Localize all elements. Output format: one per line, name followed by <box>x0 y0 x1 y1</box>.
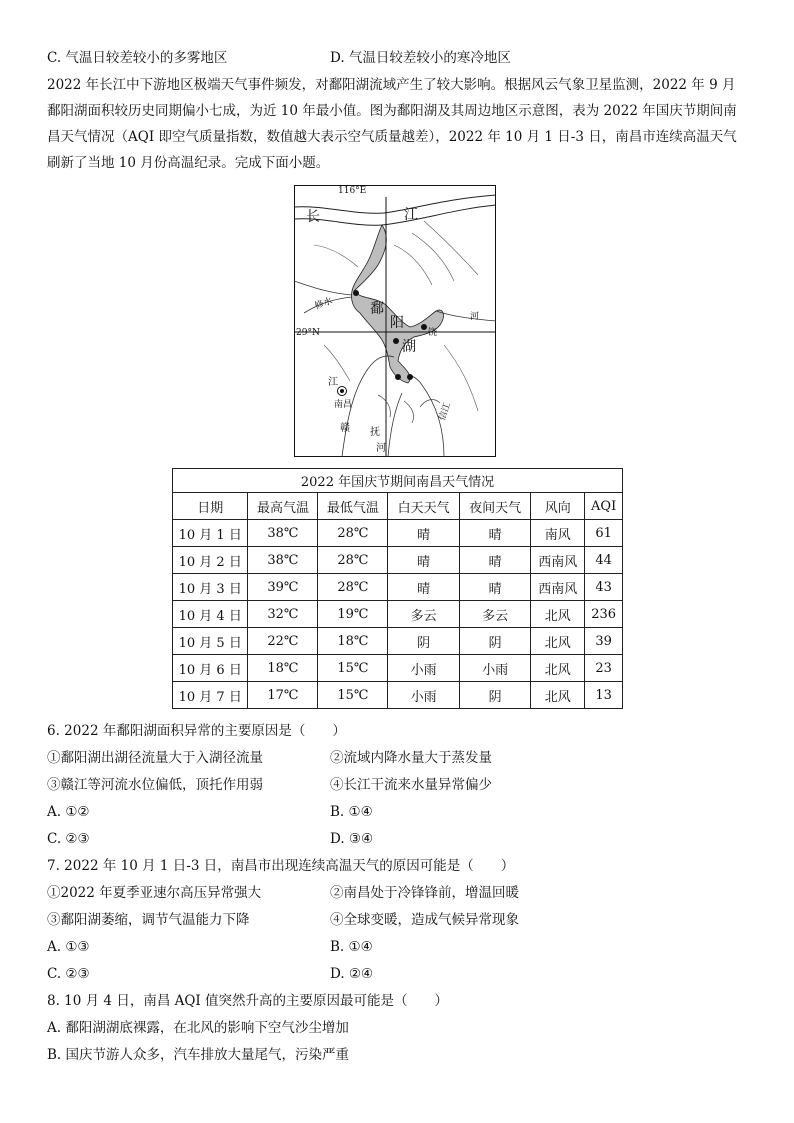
cell-aqi: 236 <box>585 601 623 628</box>
q6-stem: 6. 2022 年鄱阳湖面积异常的主要原因是（ ） <box>47 723 346 739</box>
q7-option-a: A. ①③ <box>47 939 90 955</box>
label-po: 鄱 <box>370 301 384 317</box>
cell-max-temp: 39℃ <box>248 574 318 601</box>
q6-option-b: B. ①④ <box>330 804 373 820</box>
option-d-prev: D. 气温日较差较小的寒冷地区 <box>330 50 511 66</box>
cell-min-temp: 15℃ <box>318 682 388 709</box>
cell-day-weather: 晴 <box>388 547 459 574</box>
cell-aqi: 23 <box>585 655 623 682</box>
label-he: 河 <box>470 312 480 322</box>
cell-date: 10 月 4 日 <box>173 601 248 628</box>
header-wind: 风向 <box>531 493 585 520</box>
table-row <box>173 655 623 682</box>
cell-night-weather: 阴 <box>459 628 530 655</box>
cell-wind: 北风 <box>531 682 585 709</box>
cell-max-temp: 18℃ <box>248 655 318 682</box>
label-fu: 抚 <box>370 427 380 438</box>
cell-wind: 北风 <box>531 628 585 655</box>
cell-min-temp: 18℃ <box>318 628 388 655</box>
q7-stem: 7. 2022 年 10 月 1 日-3 日，南昌市出现连续高温天气的原因可能是（ ） <box>47 858 515 874</box>
cell-wind: 北风 <box>531 655 585 682</box>
cell-night-weather: 晴 <box>459 574 530 601</box>
table-row <box>173 628 623 655</box>
cell-min-temp: 28℃ <box>318 574 388 601</box>
header-night-weather: 夜间天气 <box>459 493 530 520</box>
option-c-prev: C. 气温日较差较小的多雾地区 <box>47 50 228 66</box>
cell-max-temp: 32℃ <box>248 601 318 628</box>
cell-wind: 南风 <box>531 520 585 547</box>
label-nanchang: 南昌 <box>334 400 353 410</box>
weather-table <box>172 468 623 709</box>
cell-night-weather: 小雨 <box>459 655 530 682</box>
cell-aqi: 61 <box>585 520 623 547</box>
table-row <box>173 601 623 628</box>
cell-aqi: 39 <box>585 628 623 655</box>
q6-option-d: D. ③④ <box>330 831 374 847</box>
cell-night-weather: 多云 <box>459 601 530 628</box>
cell-wind: 西南风 <box>531 574 585 601</box>
intro-line-1: 2022 年长江中下游地区极端天气事件频发，对鄱阳湖流域产生了较大影响。根据风云气象卫星监测，2022 年 9 月 <box>47 77 736 93</box>
header-day-weather: 白天天气 <box>388 493 459 520</box>
cell-date: 10 月 5 日 <box>173 628 248 655</box>
q6-option-a: A. ①② <box>47 804 90 820</box>
q6-statement-1: ①鄱阳湖出湖径流量大于入湖径流量 <box>47 750 263 766</box>
q6-statement-2: ②流域内降水量大于蒸发量 <box>330 750 492 766</box>
table-row <box>173 574 623 601</box>
label-rao: 饶 <box>428 328 438 338</box>
cell-date: 10 月 3 日 <box>173 574 248 601</box>
cell-min-temp: 28℃ <box>318 520 388 547</box>
cell-min-temp: 28℃ <box>318 547 388 574</box>
q8-option-a: A. 鄱阳湖湖底裸露，在北风的影响下空气沙尘增加 <box>47 1020 349 1036</box>
header-date: 日期 <box>173 493 248 520</box>
cell-date: 10 月 1 日 <box>173 520 248 547</box>
cell-date: 10 月 7 日 <box>173 682 248 709</box>
header-max-temp: 最高气温 <box>248 493 318 520</box>
cell-day-weather: 晴 <box>388 574 459 601</box>
label-gan: 赣 <box>340 423 350 434</box>
header-aqi: AQI <box>585 493 623 520</box>
q7-statement-4: ④全球变暖，造成气候异常现象 <box>330 912 519 928</box>
label-gan-jiang: 江 <box>328 377 338 388</box>
cell-min-temp: 19℃ <box>318 601 388 628</box>
cell-max-temp: 38℃ <box>248 520 318 547</box>
q6-option-c: C. ②③ <box>47 831 90 847</box>
cell-max-temp: 22℃ <box>248 628 318 655</box>
cell-date: 10 月 6 日 <box>173 655 248 682</box>
cell-day-weather: 小雨 <box>388 655 459 682</box>
cell-date: 10 月 2 日 <box>173 547 248 574</box>
cell-aqi: 44 <box>585 547 623 574</box>
q7-option-b: B. ①④ <box>330 939 373 955</box>
cell-night-weather: 阴 <box>459 682 530 709</box>
q8-option-b: B. 国庆节游人众多，汽车排放大量尾气，污染严重 <box>47 1047 350 1063</box>
cell-wind: 北风 <box>531 601 585 628</box>
cell-day-weather: 多云 <box>388 601 459 628</box>
q6-statement-3: ③赣江等河流水位偏低，顶托作用弱 <box>47 777 263 793</box>
header-min-temp: 最低气温 <box>318 493 388 520</box>
q7-option-d: D. ②④ <box>330 966 374 982</box>
label-fu-he: 河 <box>376 443 386 454</box>
cell-min-temp: 15℃ <box>318 655 388 682</box>
table-header-row <box>173 493 623 520</box>
intro-line-2: 鄱阳湖面积较历史同期偏小七成，为近 10 年最小值。图为鄱阳湖及其周边地区示意图，表为 2022 年国庆节期间南 <box>47 103 737 119</box>
q6-statement-4: ④长江干流来水量异常偏少 <box>330 777 492 793</box>
label-jiang: 江 <box>404 207 418 223</box>
q7-option-c: C. ②③ <box>47 966 90 982</box>
label-xinjiang: 信江 <box>437 401 453 423</box>
cell-max-temp: 17℃ <box>248 682 318 709</box>
intro-line-3: 昌天气情况（AQI 即空气质量指数，数值越大表示空气质量越差），2022 年 10 月 1 日-3 日，南昌市连续高温天气 <box>47 129 737 145</box>
q7-statement-1: ①2022 年夏季亚速尔高压异常强大 <box>47 885 262 901</box>
table-row <box>173 682 623 709</box>
cell-day-weather: 小雨 <box>388 682 459 709</box>
cell-day-weather: 晴 <box>388 520 459 547</box>
label-hu: 湖 <box>402 339 416 355</box>
longitude-label: 116°E <box>338 186 367 196</box>
intro-line-4: 刷新了当地 10 月份高温纪录。完成下面小题。 <box>47 155 330 171</box>
q7-statement-2: ②南昌处于冷锋锋前，增温回暖 <box>330 885 519 901</box>
poyang-lake-map <box>294 185 496 457</box>
table-row <box>173 520 623 547</box>
cell-wind: 西南风 <box>531 547 585 574</box>
cell-night-weather: 晴 <box>459 547 530 574</box>
label-xiushui: 修水 <box>313 296 334 312</box>
label-yang: 阳 <box>390 315 404 331</box>
cell-max-temp: 38℃ <box>248 547 318 574</box>
q8-stem: 8. 10 月 4 日，南昌 AQI 值突然升高的主要原因最可能是（ ） <box>47 993 449 1009</box>
label-chang: 长 <box>306 209 320 225</box>
cell-night-weather: 晴 <box>459 520 530 547</box>
table-caption: 2022 年国庆节期间南昌天气情况 <box>173 469 623 493</box>
cell-day-weather: 阴 <box>388 628 459 655</box>
cell-aqi: 43 <box>585 574 623 601</box>
cell-aqi: 13 <box>585 682 623 709</box>
q7-statement-3: ③鄱阳湖萎缩，调节气温能力下降 <box>47 912 250 928</box>
table-row <box>173 547 623 574</box>
latitude-label: 29°N <box>296 328 320 338</box>
